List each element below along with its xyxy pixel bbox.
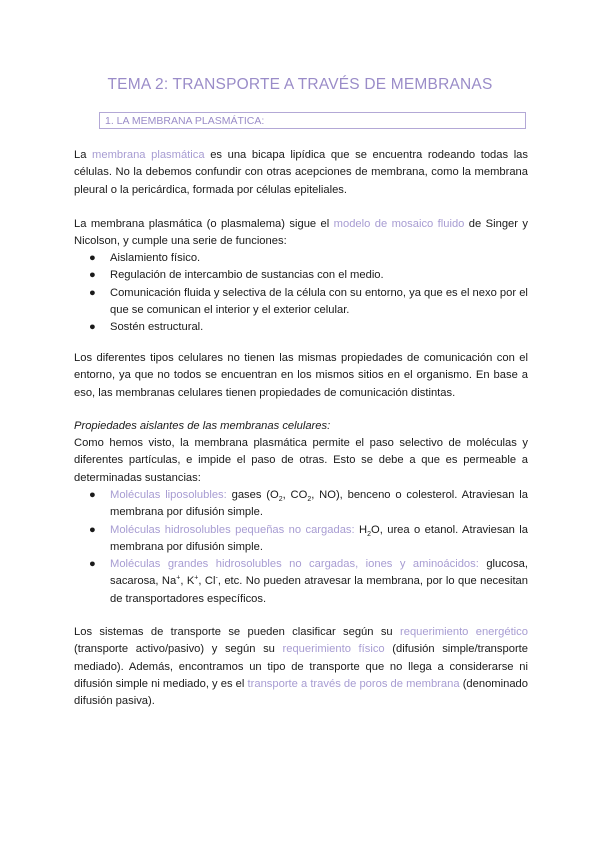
section-heading: 1. LA MEMBRANA PLASMÁTICA: xyxy=(99,112,526,129)
list-item xyxy=(74,267,528,284)
paragraph-cell-types: Los diferentes tipos celulares no tienen las mismas propiedades de comunicación con el entorno, ya que no todos se encuentran en los mismos sitios en el organismo. En base a eso, las membranas celulares tienen propiedades de comunicación distintas. xyxy=(74,352,528,399)
substances-list xyxy=(74,487,528,608)
highlight-term: transporte a través de poros de membrana xyxy=(247,677,460,690)
text: (difusión simple/transporte mediado). Además, encontramos un tipo de transporte que no llega a considerarse ni difusión simple ni mediado, y es el xyxy=(74,643,528,690)
text: (transporte activo/pasivo) y según su xyxy=(74,643,283,656)
text: de Singer y Nicolson, y cumple una serie de funciones: xyxy=(74,218,528,248)
text: , etc. No pueden atravesar la membrana, por lo que necesitan de transportadores específicos. xyxy=(110,575,528,605)
superscript: + xyxy=(194,574,199,582)
highlight-term: Moléculas liposolubles: xyxy=(110,489,227,501)
highlight-term: Moléculas grandes hidrosolubles no cargadas, iones y aminoácidos: xyxy=(110,558,479,571)
subscript: 2 xyxy=(367,530,372,538)
paragraph-permeability: Como hemos visto, la membrana plasmática permite el paso selectivo de moléculas y diferentes partículas, e impide el paso de otras. Esto se debe a que es permeable a determinadas sustancias: xyxy=(74,437,528,484)
list-item xyxy=(74,319,528,336)
bullet-icon: ● xyxy=(89,321,96,334)
bullet-icon: ● xyxy=(89,523,96,536)
functions-list xyxy=(74,250,528,336)
subheading-properties: Propiedades aislantes de las membranas celulares: xyxy=(74,420,331,432)
list-item-text: Comunicación fluida y selectiva de la célula con su entorno, ya que es el nexo por el que se comunican el interior y el exterior celular. xyxy=(110,286,528,316)
bullet-icon: ● xyxy=(89,286,96,299)
text: , CO xyxy=(282,489,308,501)
page-title: TEMA 2: TRANSPORTE A TRAVÉS DE MEMBRANAS xyxy=(107,76,493,93)
text: , Cl xyxy=(198,575,216,588)
bullet-icon: ● xyxy=(89,489,96,501)
text: Los sistemas de transporte se pueden clasificar según su xyxy=(74,626,400,638)
bullet-icon: ● xyxy=(89,558,96,571)
paragraph-model xyxy=(74,216,528,251)
text: La xyxy=(74,149,93,161)
text: (denominado difusión pasiva). xyxy=(74,677,528,708)
list-item-text: Sostén estructural. xyxy=(110,321,204,334)
subscript: 2 xyxy=(278,496,283,504)
text: La membrana plasmática (o plasmalema) sigue el xyxy=(74,218,334,230)
highlight-term: Moléculas hidrosolubles pequeñas no cargadas: xyxy=(110,523,355,536)
bullet-icon: ● xyxy=(89,269,96,282)
highlight-term: membrana plasmática xyxy=(92,149,205,161)
list-item-text: Regulación de intercambio de sustancias con el medio. xyxy=(110,269,384,282)
highlight-term: modelo de mosaico fluido xyxy=(333,218,465,230)
highlight-term: requerimiento energético xyxy=(400,626,528,638)
list-item xyxy=(74,556,528,608)
superscript: + xyxy=(176,574,181,582)
text: H xyxy=(354,523,368,536)
paragraph-transport-systems xyxy=(74,624,528,710)
highlight-term: requerimiento físico xyxy=(282,643,385,656)
paragraph-intro xyxy=(74,147,528,199)
text: , NO), benceno o colesterol. Atraviesan la membrana por difusión simple. xyxy=(110,489,528,519)
superscript: - xyxy=(215,574,218,582)
list-item xyxy=(74,522,528,557)
text: O, urea o etanol. Atraviesan la membrana por difusión simple. xyxy=(110,523,528,553)
list-item xyxy=(74,487,528,522)
list-item xyxy=(74,285,528,320)
subscript: 2 xyxy=(307,496,312,504)
list-item-text: Aislamiento físico. xyxy=(110,252,201,264)
list-item xyxy=(74,250,528,267)
bullet-icon: ● xyxy=(89,252,96,264)
text: es una bicapa lipídica que se encuentra rodeando todas las células. No la debemos confundir con otras acepciones de membrana, como la membrana pleural o la pericárdica, formada por células epiteliales. xyxy=(74,149,528,196)
text: gases (O xyxy=(226,489,279,501)
text: , K xyxy=(180,575,195,588)
text: glucosa, sacarosa, Na xyxy=(110,558,528,588)
